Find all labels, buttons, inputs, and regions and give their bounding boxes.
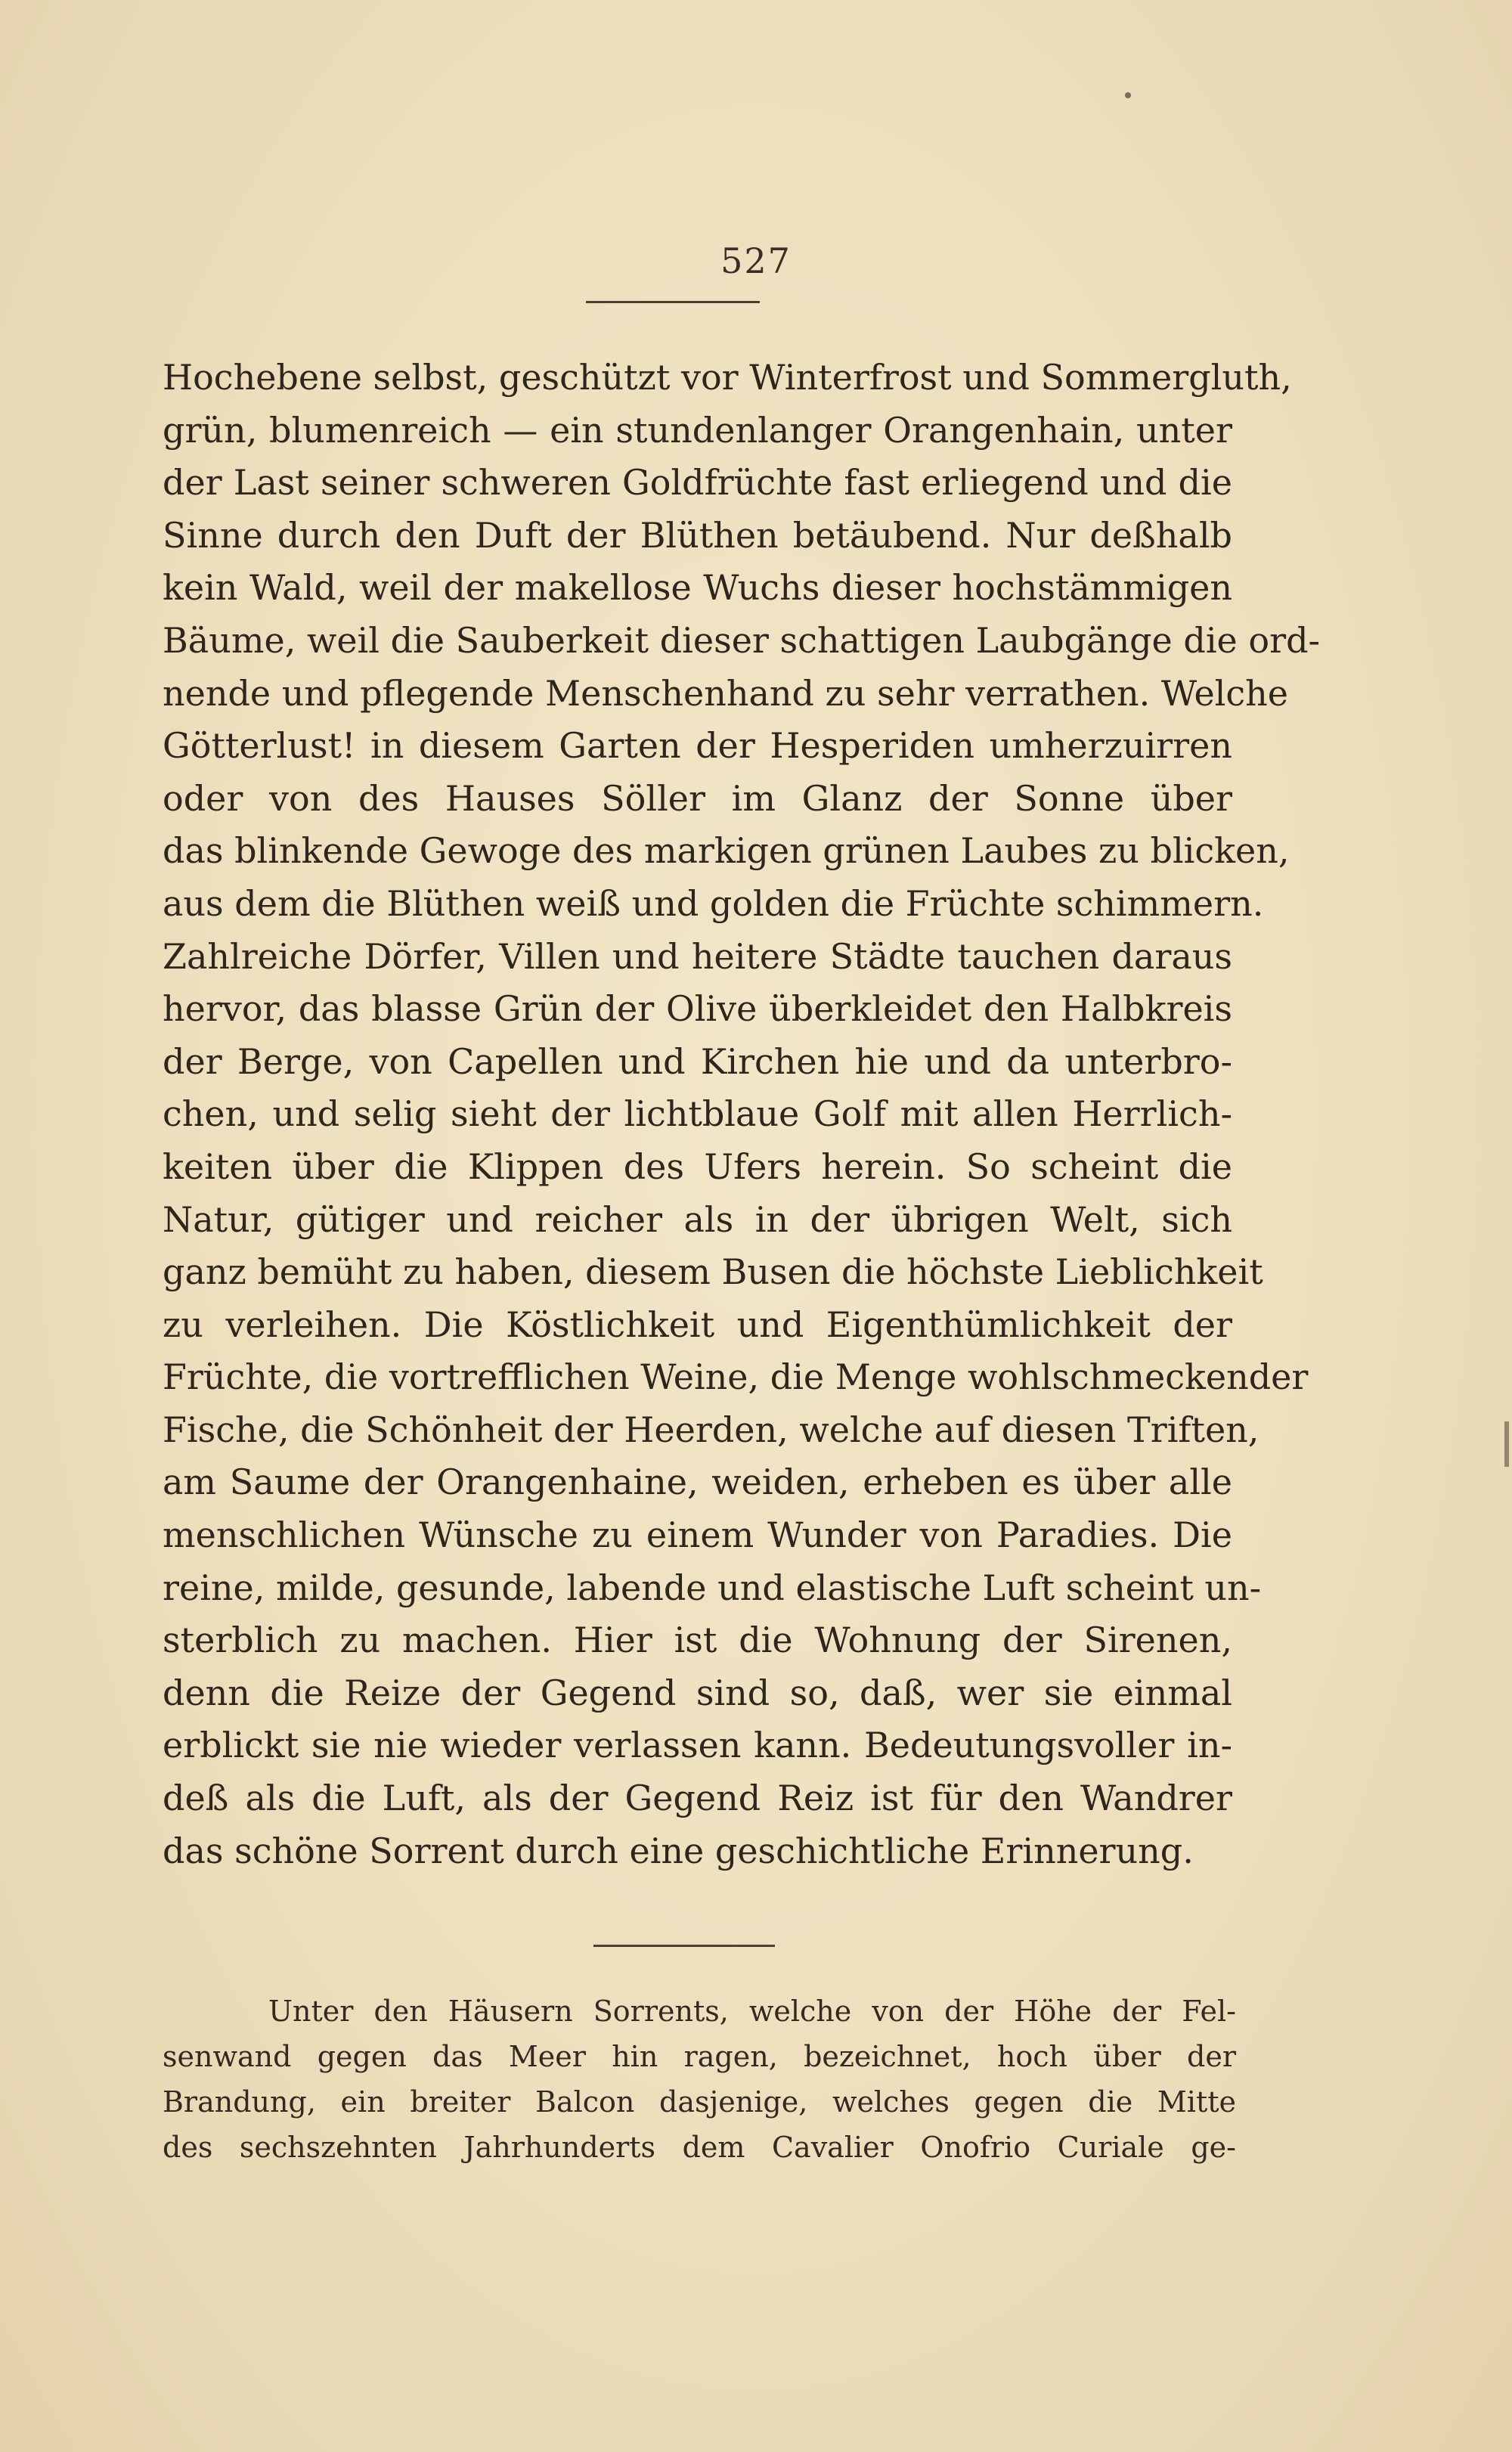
- text-line: keiten über die Klippen des Ufers herein. So scheint die: [163, 1145, 1232, 1187]
- footnote-line: senwand gegen das Meer hin ragen, bezeichnet, hoch über der: [163, 2040, 1236, 2073]
- ink-speck: [1125, 92, 1131, 98]
- text-line: Bäume, weil die Sauberkeit dieser schattigen Laubgänge die ord-: [163, 619, 1321, 661]
- text-line: oder von des Hauses Söller im Glanz der Sonne über: [163, 777, 1232, 819]
- text-line: aus dem die Blüthen weiß und golden die Früchte schimmern.: [163, 882, 1264, 924]
- main-text-block: [163, 352, 1321, 1877]
- text-line: grün, blumenreich — ein stundenlanger Orangenhain, unter: [163, 409, 1232, 451]
- text-line: Früchte, die vortrefflichen Weine, die Menge wohlschmeckender: [163, 1356, 1309, 1398]
- text-line: Götterlust! in diesem Garten der Hesperiden umherzuirren: [163, 725, 1232, 767]
- text-line: Zahlreiche Dörfer, Villen und heitere Städte tauchen daraus: [163, 935, 1232, 977]
- page-edge-mark: [1504, 1421, 1509, 1467]
- text-line: am Saume der Orangenhaine, weiden, erheben es über alle: [163, 1462, 1232, 1503]
- text-line: deß als die Luft, als der Gegend Reiz ist für den Wandrer: [163, 1778, 1232, 1819]
- text-line: das schöne Sorrent durch eine geschichtliche Erinnerung.: [163, 1830, 1194, 1871]
- text-line: zu verleihen. Die Köstlichkeit und Eigenthümlichkeit der: [163, 1303, 1232, 1345]
- footnote-line: Brandung, ein breiter Balcon dasjenige, welches gegen die Mitte: [163, 2085, 1236, 2119]
- header-rule: [586, 301, 760, 303]
- text-line: Natur, gütiger und reicher als in der übrigen Welt, sich: [163, 1198, 1232, 1240]
- section-rule: [593, 1945, 775, 1947]
- text-line: reine, milde, gesunde, labende und elastische Luft scheint un-: [163, 1567, 1262, 1608]
- text-line: chen, und selig sieht der lichtblaue Golf mit allen Herrlich-: [163, 1093, 1232, 1135]
- text-line: Fische, die Schönheit der Heerden, welche auf diesen Triften,: [163, 1409, 1259, 1450]
- footnote-line: des sechszehnten Jahrhunderts dem Cavalier Onofrio Curiale ge-: [163, 2131, 1236, 2164]
- text-line: Hochebene selbst, geschützt vor Winterfrost und Sommergluth,: [163, 357, 1292, 398]
- footnote-text-block: [163, 1989, 1236, 2170]
- text-line: kein Wald, weil der makellose Wuchs dieser hochstämmigen: [163, 567, 1232, 609]
- text-line: der Last seiner schweren Goldfrüchte fast erliegend und die: [163, 462, 1232, 504]
- page-number: 527: [720, 240, 792, 281]
- text-line: sterblich zu machen. Hier ist die Wohnung der Sirenen,: [163, 1620, 1232, 1661]
- text-line: der Berge, von Capellen und Kirchen hie und da unterbro-: [163, 1040, 1232, 1082]
- text-line: denn die Reize der Gegend sind so, daß, wer sie einmal: [163, 1672, 1232, 1713]
- text-line: das blinkende Gewoge des markigen grünen Laubes zu blicken,: [163, 830, 1290, 872]
- text-line: erblickt sie nie wieder verlassen kann. Bedeutungsvoller in-: [163, 1725, 1232, 1766]
- text-line: hervor, das blasse Grün der Olive überkleidet den Halbkreis: [163, 988, 1232, 1030]
- text-line: ganz bemüht zu haben, diesem Busen die höchste Lieblichkeit: [163, 1251, 1263, 1293]
- text-line: nende und pflegende Menschenhand zu sehr verrathen. Welche: [163, 672, 1289, 714]
- text-line: Sinne durch den Duft der Blüthen betäubend. Nur deßhalb: [163, 514, 1232, 556]
- text-line: menschlichen Wünsche zu einem Wunder von Paradies. Die: [163, 1514, 1232, 1556]
- footnote-line: Unter den Häusern Sorrents, welche von der Höhe der Fel-: [268, 1995, 1236, 2028]
